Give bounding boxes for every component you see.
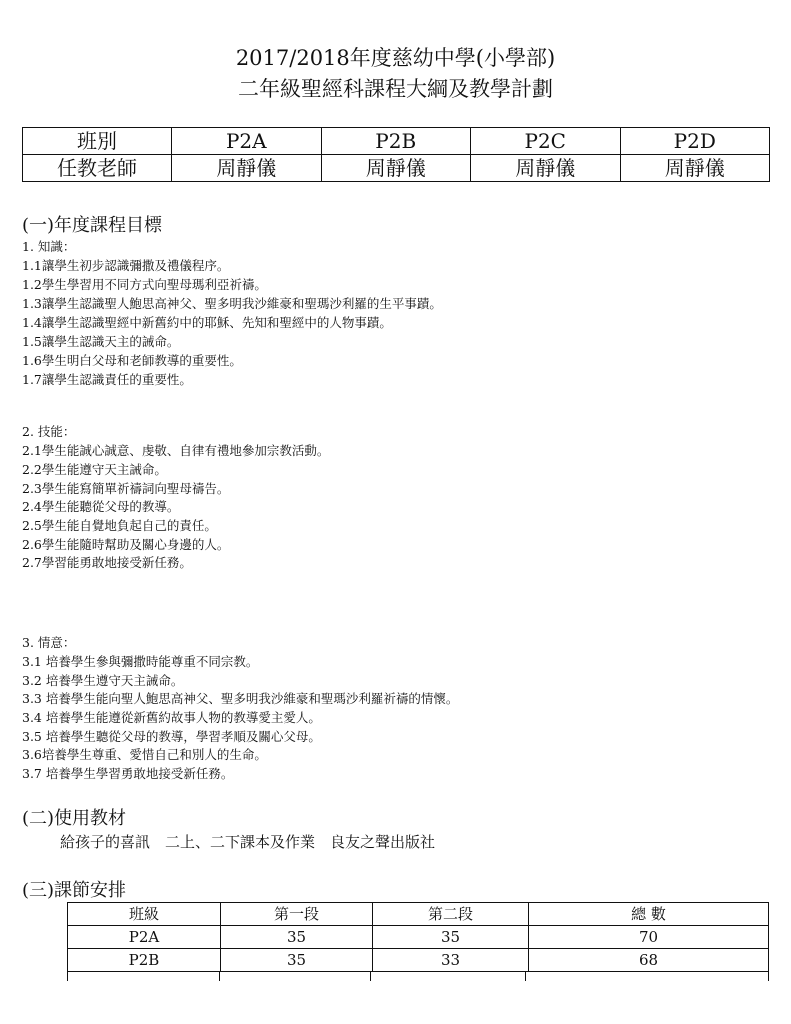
- class-row: [23, 128, 770, 155]
- list-item: 2.6學生能隨時幫助及關心身邊的人。: [22, 537, 230, 552]
- teacher-cell: 周靜儀: [471, 155, 621, 182]
- lesson-schedule-table: [67, 902, 769, 972]
- list-item: 1.7讓學生認識責任的重要性。: [22, 372, 192, 387]
- teacher-cell: 周靜儀: [321, 155, 471, 182]
- teaching-material: 給孩子的喜訊 二上、二下課本及作業 良友之聲出版社: [60, 833, 436, 851]
- knowledge-heading: 1. 知識：: [22, 239, 76, 254]
- list-item: 1.5讓學生認識天主的誡命。: [22, 334, 180, 349]
- table-row: [68, 949, 769, 972]
- teacher-cell: 周靜儀: [172, 155, 322, 182]
- document-title-line1: 2017/2018年度慈幼中學(小學部): [235, 46, 556, 70]
- table-header-row: [68, 903, 769, 926]
- teacher-cell: 周靜儀: [620, 155, 770, 182]
- list-item: 2.5學生能自覺地負起自己的責任。: [22, 518, 217, 533]
- list-item: 2.2學生能遵守天主誡命。: [22, 462, 167, 477]
- list-item: 3.4 培養學生能遵從新舊約故事人物的教導愛主愛人。: [22, 710, 321, 725]
- section3-title: (三)課節安排: [22, 880, 127, 901]
- column-header: 第一段: [221, 903, 373, 926]
- table-cell: 35: [221, 949, 373, 972]
- table-continuation-line: [67, 971, 68, 981]
- list-item: 1.4讓學生認識聖經中新舊約中的耶穌、先知和聖經中的人物事蹟。: [22, 315, 392, 330]
- skills-heading: 2. 技能：: [22, 424, 76, 439]
- list-item: 3.3 培養學生能向聖人鮑思高神父、聖多明我沙維豪和聖瑪沙利羅祈禱的情懷。: [22, 691, 459, 706]
- table-cell: 68: [529, 949, 769, 972]
- table-continuation-line: [370, 971, 371, 981]
- list-item: 3.1 培養學生參與彌撒時能尊重不同宗教。: [22, 654, 259, 669]
- list-item: 2.7學習能勇敢地接受新任務。: [22, 555, 192, 570]
- column-header: 總 數: [529, 903, 769, 926]
- column-header: 第二段: [373, 903, 529, 926]
- section1-title: (一)年度課程目標: [22, 215, 163, 236]
- table-cell: P2B: [68, 949, 221, 972]
- list-item: 2.4學生能聽從父母的教導。: [22, 499, 180, 514]
- table-continuation-line: [219, 971, 220, 981]
- table-continuation-line: [768, 971, 769, 981]
- class-cell: P2C: [471, 128, 621, 155]
- table-cell: 33: [373, 949, 529, 972]
- list-item: 3.6培養學生尊重、愛惜自己和別人的生命。: [22, 747, 267, 762]
- list-item: 1.2學生學習用不同方式向聖母瑪利亞祈禱。: [22, 277, 267, 292]
- class-label: 班別: [23, 128, 172, 155]
- table-cell: 70: [529, 926, 769, 949]
- teacher-row: [23, 155, 770, 182]
- document-title-line2: 二年級聖經科課程大綱及教學計劃: [238, 77, 553, 101]
- class-cell: P2A: [172, 128, 322, 155]
- list-item: 1.3讓學生認識聖人鮑思高神父、聖多明我沙維豪和聖瑪沙利羅的生平事蹟。: [22, 296, 442, 311]
- class-cell: P2D: [620, 128, 770, 155]
- table-cell: 35: [221, 926, 373, 949]
- table-cell: 35: [373, 926, 529, 949]
- list-item: 2.3學生能寫簡單祈禱詞向聖母禱告。: [22, 481, 230, 496]
- table-row: [68, 926, 769, 949]
- section2-title: (二)使用教材: [22, 808, 127, 829]
- class-cell: P2B: [321, 128, 471, 155]
- teacher-label: 任教老師: [23, 155, 172, 182]
- list-item: 3.5 培養學生聽從父母的教導，學習孝順及關心父母。: [22, 729, 321, 744]
- list-item: 3.7 培養學生學習勇敢地接受新任務。: [22, 766, 234, 781]
- column-header: 班級: [68, 903, 221, 926]
- table-continuation-line: [525, 971, 526, 981]
- attitude-heading: 3. 情意：: [22, 635, 76, 650]
- teacher-table: [22, 127, 770, 182]
- list-item: 3.2 培養學生遵守天主誡命。: [22, 673, 184, 688]
- list-item: 1.1讓學生初步認識彌撒及禮儀程序。: [22, 258, 230, 273]
- list-item: 2.1學生能誠心誠意、虔敬、自律有禮地參加宗教活動。: [22, 443, 330, 458]
- list-item: 1.6學生明白父母和老師教導的重要性。: [22, 353, 242, 368]
- table-cell: P2A: [68, 926, 221, 949]
